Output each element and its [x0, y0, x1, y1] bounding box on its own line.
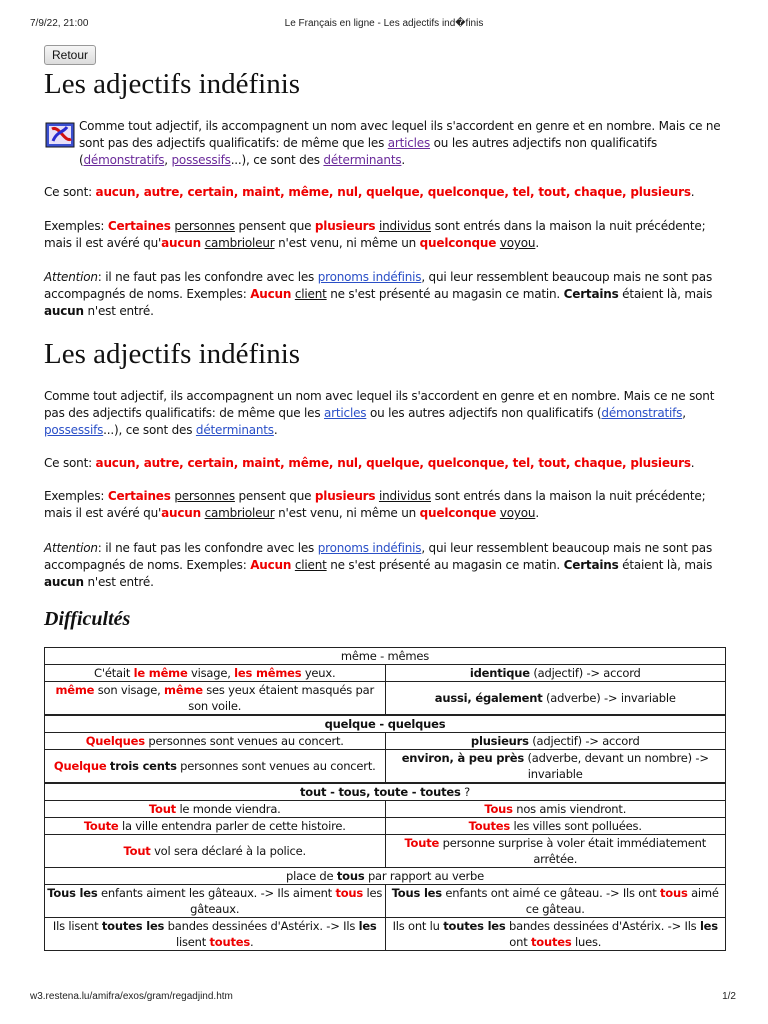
table-row: Quelque trois cents personnes sont venues au concert. environ, à peu près (adverbe, devant un nombre) -> invariable [45, 750, 726, 784]
link-possessifs-2[interactable]: possessifs [44, 423, 104, 437]
page-title: Les adjectifs indéfinis [44, 68, 301, 100]
difficultes-heading: Difficultés [44, 608, 131, 630]
table-row: même son visage, même ses yeux étaient masqués par son voile. aussi, également (adverbe) -> invariable [45, 682, 726, 716]
exemples-paragraph-2: Exemples: Certaines personnes pensent que plusieurs individus sont entrés dans la maison la nuit précédente; mais il est avéré qu'aucun cambrioleur n'est venu, ni même un quelconque voyou. [44, 489, 706, 520]
table-row: tout - tous, toute - toutes ? [45, 783, 726, 801]
link-determinants-2[interactable]: déterminants [195, 423, 274, 437]
table-row: Tous les enfants aiment les gâteaux. -> Ils aiment tous les gâteaux. Tous les enfants ont aimé ce gâteau. -> Ils ont tous aimé ce gâteau. [45, 885, 726, 918]
table-row: C'était le même visage, les mêmes yeux. identique (adjectif) -> accord [45, 665, 726, 682]
print-header [0, 0, 768, 36]
table-row: place de tous par rapport au verbe [45, 868, 726, 885]
logo-icon [45, 121, 77, 149]
print-url: w3.restena.lu/amifra/exos/gram/regadjind.htm [30, 991, 233, 1002]
print-title: Le Français en ligne - Les adjectifs ind�finis [284, 18, 484, 29]
print-page-number: 1/2 [722, 991, 736, 1002]
table-row: quelque - quelques [45, 715, 726, 733]
link-demonstratifs-2[interactable]: démonstratifs [601, 406, 683, 420]
table-row: même - mêmes [45, 648, 726, 665]
difficultes-table [44, 647, 726, 951]
print-date: 7/9/22, 21:00 [30, 18, 89, 29]
table-row: Quelques personnes sont venues au concert. plusieurs (adjectif) -> accord [45, 733, 726, 750]
link-articles[interactable]: articles [387, 136, 431, 150]
attention-paragraph: Attention: il ne faut pas les confondre avec les pronoms indéfinis, qui leur ressemblent beaucoup mais ne sont pas accompagnés de noms. Exemples: Aucun client ne s'est présenté au magasin ce matin. Certains étaient là, mais aucun n'est entré. [44, 270, 713, 318]
link-pronoms-indefinis-2[interactable]: pronoms indéfinis [317, 541, 422, 555]
link-determinants[interactable]: déterminants [323, 153, 402, 167]
section-title: Les adjectifs indéfinis [44, 338, 301, 370]
retour-button[interactable]: Retour [44, 45, 96, 65]
ce-sont-paragraph: Ce sont: aucun, autre, certain, maint, même, nul, quelque, quelconque, tel, tout, chaque, plusieurs. [44, 185, 695, 199]
table-row: Tout le monde viendra. Tous nos amis viendront. [45, 801, 726, 818]
exemples-paragraph: Exemples: Certaines personnes pensent que plusieurs individus sont entrés dans la maison la nuit précédente; mais il est avéré qu'aucun cambrioleur n'est venu, ni même un quelconque voyou. [44, 219, 706, 250]
table-row: Tout vol sera déclaré à la police. Toute personne surprise à voler était immédiatement arrêtée. [45, 835, 726, 868]
table-row: Toute la ville entendra parler de cette histoire. Toutes les villes sont polluées. [45, 818, 726, 835]
table-row: Ils lisent toutes les bandes dessinées d'Astérix. -> Ils les lisent toutes. Ils ont lu toutes les bandes dessinées d'Astérix. -> Ils les ont toutes lues. [45, 918, 726, 951]
link-pronoms-indefinis[interactable]: pronoms indéfinis [317, 270, 422, 284]
intro-paragraph: Comme tout adjectif, ils accompagnent un nom avec lequel ils s'accordent en genre et en nombre. Mais ce ne sont pas des adjectifs qualificatifs: de même que les articles ou les autres adjectifs non qualificatifs (démonstratifs, possessifs...), ce sont des déterminants. [79, 119, 721, 167]
intro-paragraph-2: Comme tout adjectif, ils accompagnent un nom avec lequel ils s'accordent en genre et en nombre. Mais ce ne sont pas des adjectifs qualificatifs: de même que les articles ou les autres adjectifs non qualificatifs (démonstratifs, possessifs...), ce sont des déterminants. [44, 389, 715, 437]
link-articles-2[interactable]: articles [324, 406, 367, 420]
link-demonstratifs[interactable]: démonstratifs [83, 153, 165, 167]
attention-paragraph-2: Attention: il ne faut pas les confondre avec les pronoms indéfinis, qui leur ressemblent beaucoup mais ne sont pas accompagnés de noms. Exemples: Aucun client ne s'est présenté au magasin ce matin. Certains étaient là, mais aucun n'est entré. [44, 541, 713, 589]
print-footer [0, 991, 768, 1011]
link-possessifs[interactable]: possessifs [171, 153, 231, 167]
ce-sont-paragraph-2: Ce sont: aucun, autre, certain, maint, même, nul, quelque, quelconque, tel, tout, chaque, plusieurs. [44, 456, 695, 470]
